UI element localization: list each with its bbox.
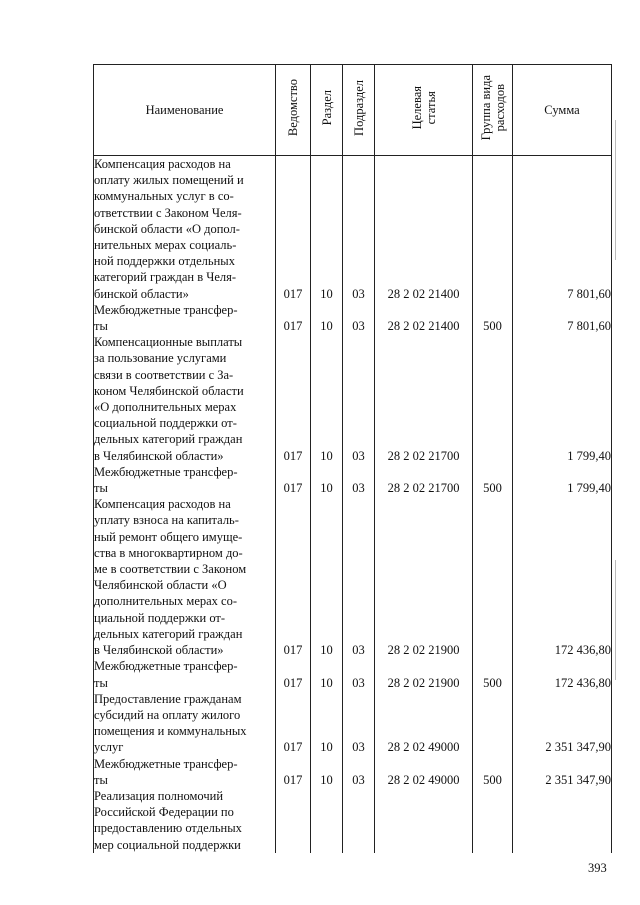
header-expense-group: Группа вида расходов xyxy=(473,65,513,156)
row-group xyxy=(473,496,513,658)
header-name: Наименование xyxy=(94,65,276,156)
row-group: 500 xyxy=(473,756,513,788)
row-amount xyxy=(513,788,612,853)
row-amount: 1 799,40 xyxy=(513,334,612,464)
row-name-line: Межбюджетные трансфер- xyxy=(94,659,238,674)
row-name-line: предоставлению отдельных xyxy=(94,821,242,836)
row-subsection xyxy=(343,788,375,853)
row-name-line: ты xyxy=(94,319,108,334)
row-target: 28 2 02 21400 xyxy=(375,156,473,302)
row-amount: 172 436,80 xyxy=(513,658,612,690)
header-target: Целевая статья xyxy=(375,65,473,156)
row-subsection: 03 xyxy=(343,496,375,658)
row-name xyxy=(94,658,276,690)
row-name xyxy=(94,788,276,853)
row-name-line: Реализация полномочий xyxy=(94,788,224,803)
row-amount: 1 799,40 xyxy=(513,464,612,496)
row-group: 500 xyxy=(473,302,513,334)
row-ministry: 017 xyxy=(276,496,311,658)
row-section xyxy=(311,788,343,853)
row-name-line: социальной поддержки от- xyxy=(94,416,237,431)
table-row xyxy=(94,464,612,496)
row-name-line: связи в соответствии с За- xyxy=(94,367,234,382)
row-name xyxy=(94,756,276,788)
row-group: 500 xyxy=(473,658,513,690)
row-section: 10 xyxy=(311,464,343,496)
table-row xyxy=(94,788,612,853)
row-subsection: 03 xyxy=(343,691,375,756)
scan-artifact-line xyxy=(615,120,616,260)
row-name-line: Российской Федерации по xyxy=(94,805,234,820)
row-name-line: дельных категорий граждан xyxy=(94,626,243,641)
row-subsection: 03 xyxy=(343,464,375,496)
row-name-line: помещения и коммунальных xyxy=(94,724,247,739)
row-name-line: Челябинской области «О xyxy=(94,578,227,593)
scan-artifact-line xyxy=(615,560,616,680)
row-name-line: циальной поддержки от- xyxy=(94,610,226,625)
row-ministry: 017 xyxy=(276,691,311,756)
header-section: Раздел xyxy=(311,65,343,156)
row-name-line: Межбюджетные трансфер- xyxy=(94,464,238,479)
row-amount: 172 436,80 xyxy=(513,496,612,658)
row-name-line: ты xyxy=(94,772,108,787)
row-name xyxy=(94,302,276,334)
row-ministry xyxy=(276,788,311,853)
row-name-line: нительных мерах социаль- xyxy=(94,238,237,253)
row-name xyxy=(94,334,276,464)
row-name-line: услуг xyxy=(94,740,124,755)
row-name-line: ты xyxy=(94,481,108,496)
row-target: 28 2 02 21700 xyxy=(375,334,473,464)
row-name-line: коммунальных услуг в со- xyxy=(94,189,234,204)
row-subsection: 03 xyxy=(343,302,375,334)
row-name-line: ты xyxy=(94,675,108,690)
row-amount: 7 801,60 xyxy=(513,302,612,334)
row-name-line: оплату жилых помещений и xyxy=(94,173,244,188)
row-name-line: категорий граждан в Челя- xyxy=(94,270,237,285)
table-header-row xyxy=(94,65,612,156)
table-row xyxy=(94,658,612,690)
row-name-line: Межбюджетные трансфер- xyxy=(94,302,238,317)
row-section: 10 xyxy=(311,691,343,756)
row-name-line: коном Челябинской области xyxy=(94,383,244,398)
header-amount: Сумма xyxy=(513,65,612,156)
row-group xyxy=(473,691,513,756)
row-target: 28 2 02 21700 xyxy=(375,464,473,496)
row-ministry: 017 xyxy=(276,156,311,302)
row-target: 28 2 02 21900 xyxy=(375,658,473,690)
row-ministry: 017 xyxy=(276,302,311,334)
row-subsection: 03 xyxy=(343,756,375,788)
row-name xyxy=(94,156,276,302)
row-ministry: 017 xyxy=(276,658,311,690)
row-name-line: Компенсация расходов на xyxy=(94,497,231,512)
budget-table xyxy=(93,64,612,853)
page-number: 393 xyxy=(588,861,607,875)
row-subsection: 03 xyxy=(343,156,375,302)
row-target: 28 2 02 21400 xyxy=(375,302,473,334)
row-name-line: субсидий на оплату жилого xyxy=(94,707,241,722)
row-name-line: мер социальной поддержки xyxy=(94,837,241,852)
row-target: 28 2 02 21900 xyxy=(375,496,473,658)
table-row xyxy=(94,691,612,756)
row-name-line: Компенсационные выплаты xyxy=(94,335,243,350)
table-row xyxy=(94,334,612,464)
table-row xyxy=(94,156,612,302)
row-section: 10 xyxy=(311,334,343,464)
row-amount: 2 351 347,90 xyxy=(513,691,612,756)
table-row xyxy=(94,496,612,658)
row-name-line: Предоставление гражданам xyxy=(94,691,242,706)
row-group xyxy=(473,156,513,302)
row-name xyxy=(94,691,276,756)
header-subsection: Подраздел xyxy=(343,65,375,156)
row-ministry: 017 xyxy=(276,334,311,464)
row-name-line: в Челябинской области» xyxy=(94,643,224,658)
row-target xyxy=(375,788,473,853)
row-name-line: уплату взноса на капиталь- xyxy=(94,513,239,528)
row-amount: 7 801,60 xyxy=(513,156,612,302)
row-name-line: в Челябинской области» xyxy=(94,448,224,463)
row-section: 10 xyxy=(311,302,343,334)
row-group: 500 xyxy=(473,464,513,496)
table-row xyxy=(94,756,612,788)
row-name-line: бинской области» xyxy=(94,286,189,301)
row-subsection: 03 xyxy=(343,658,375,690)
row-name-line: за пользование услугами xyxy=(94,351,227,366)
row-name-line: ной поддержки отдельных xyxy=(94,254,235,269)
row-name-line: дополнительных мерах со- xyxy=(94,594,238,609)
row-name-line: ответствии с Законом Челя- xyxy=(94,205,242,220)
table-row xyxy=(94,302,612,334)
row-section: 10 xyxy=(311,156,343,302)
row-name xyxy=(94,464,276,496)
row-section: 10 xyxy=(311,658,343,690)
row-name-line: дельных категорий граждан xyxy=(94,432,243,447)
row-target: 28 2 02 49000 xyxy=(375,756,473,788)
row-ministry: 017 xyxy=(276,756,311,788)
header-ministry: Ведомство xyxy=(276,65,311,156)
row-name-line: «О дополнительных мерах xyxy=(94,400,237,415)
row-name xyxy=(94,496,276,658)
row-name-line: Межбюджетные трансфер- xyxy=(94,756,238,771)
row-section: 10 xyxy=(311,756,343,788)
row-subsection: 03 xyxy=(343,334,375,464)
row-name-line: ства в многоквартирном до- xyxy=(94,545,243,560)
row-section: 10 xyxy=(311,496,343,658)
row-amount: 2 351 347,90 xyxy=(513,756,612,788)
row-name-line: ный ремонт общего имуще- xyxy=(94,529,243,544)
row-group xyxy=(473,334,513,464)
row-group xyxy=(473,788,513,853)
row-ministry: 017 xyxy=(276,464,311,496)
row-name-line: ме в соответствии с Законом xyxy=(94,562,247,577)
row-name-line: бинской области «О допол- xyxy=(94,221,240,236)
row-name-line: Компенсация расходов на xyxy=(94,157,231,171)
row-target: 28 2 02 49000 xyxy=(375,691,473,756)
